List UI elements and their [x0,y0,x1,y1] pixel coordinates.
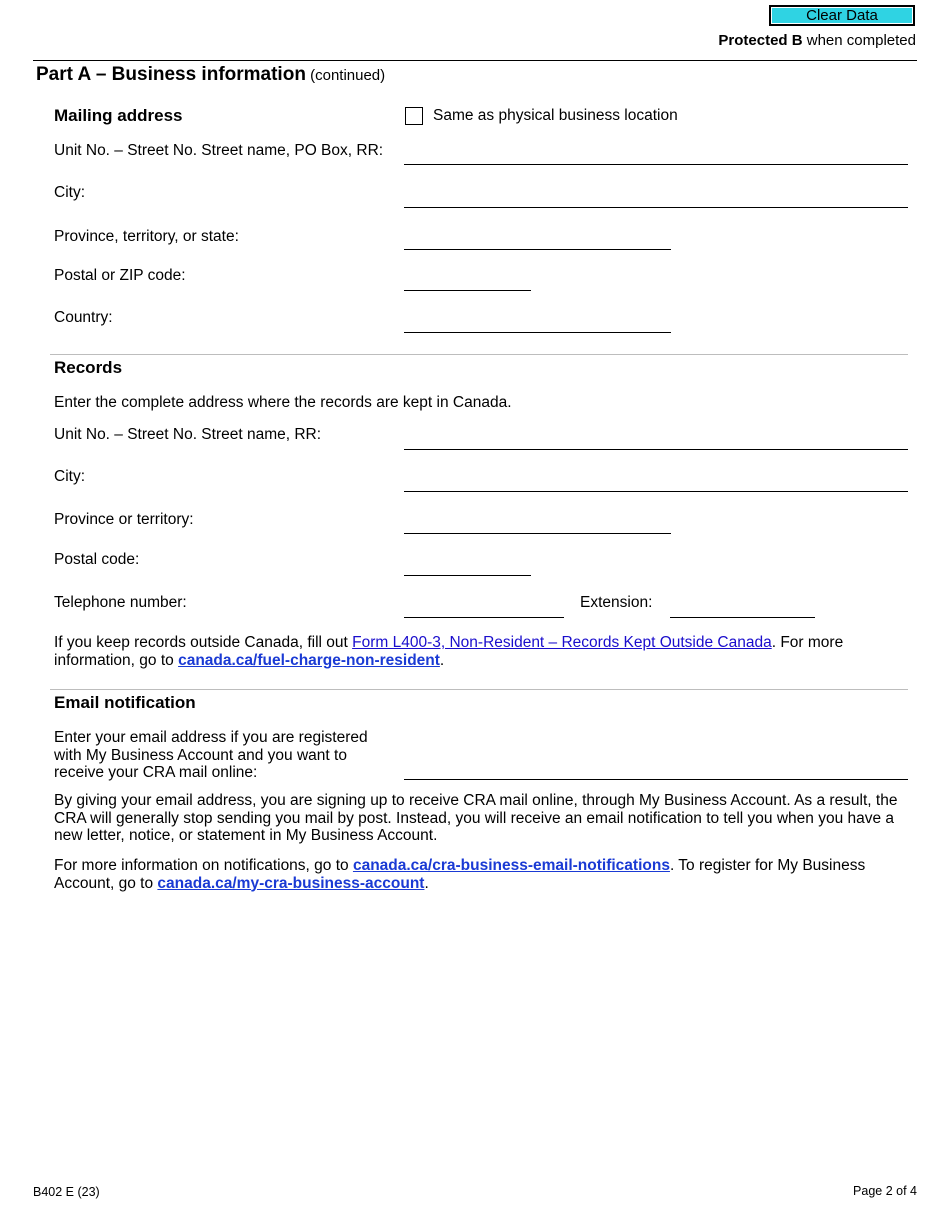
email-notification-heading: Email notification [54,693,196,712]
records-street-input[interactable] [404,449,908,450]
form-code: B402 E (23) [33,1185,100,1199]
part-title: Part A – Business information [36,64,306,85]
email-prompt: Enter your email address if you are registered with My Business Account and you want to receive your CRA mail online: [54,729,368,781]
clear-data-button[interactable]: Clear Data [769,5,915,26]
header-divider [33,60,917,61]
mailing-postal-label: Postal or ZIP code: [54,267,186,284]
records-outside-paragraph [54,634,914,669]
records-street-label: Unit No. – Street No. Street name, RR: [54,426,322,443]
mailing-city-label: City: [54,184,85,201]
form-l400-3-link[interactable]: Form L400-3, Non-Resident – Records Kept Outside Canada [352,634,772,651]
protected-b-notice [718,32,916,49]
records-heading: Records [54,358,123,377]
mailing-province-label: Province, territory, or state: [54,228,239,245]
records-province-label: Province or territory: [54,511,194,528]
section-divider [50,354,908,355]
email-info-paragraph: By giving your email address, you are signing up to receive CRA mail online, through My Business Account. As a result, the CRA will generally stop sending you mail by post. Instead, you will receive an email notification to tell you when you have a new letter, notice, or statement in My Business Account. [54,792,898,844]
mailing-street-input[interactable] [404,164,908,165]
same-as-physical-checkbox[interactable] [405,107,423,125]
para2-text-3: . [424,874,429,892]
records-city-label: City: [54,468,85,485]
telephone-input[interactable] [404,617,564,618]
part-heading [36,64,385,86]
protected-b-label: Protected B [718,32,803,49]
extension-label: Extension: [580,594,653,611]
telephone-label: Telephone number: [54,594,187,611]
mailing-address-heading: Mailing address [54,106,183,125]
fuel-charge-non-resident-link[interactable]: canada.ca/fuel-charge-non-resident [178,651,440,669]
records-province-input[interactable] [404,533,671,534]
mailing-postal-input[interactable] [404,290,531,291]
section-divider [50,689,908,690]
records-intro: Enter the complete address where the records are kept in Canada. [54,394,512,411]
my-cra-business-account-link[interactable]: canada.ca/my-cra-business-account [157,874,425,892]
cra-business-email-notifications-link[interactable]: canada.ca/cra-business-email-notifications [352,857,670,874]
outside-text-1: If you keep records outside Canada, fill out [54,634,353,651]
protected-b-suffix: when completed [802,32,916,49]
mailing-street-label: Unit No. – Street No. Street name, PO Box, RR: [54,142,384,159]
outside-text-2: . For more information, go to [54,634,844,669]
mailing-country-label: Country: [54,309,113,326]
same-as-physical-label: Same as physical business location [433,107,678,124]
extension-input[interactable] [670,617,815,618]
mailing-province-input[interactable] [404,249,671,250]
part-continued: (continued) [305,67,386,84]
para2-text-1: For more information on notifications, go to [54,857,353,874]
outside-text-3: . [439,651,445,669]
records-city-input[interactable] [404,491,908,492]
records-postal-input[interactable] [404,575,531,576]
records-postal-label: Postal code: [54,551,140,568]
mailing-city-input[interactable] [404,207,908,208]
email-input[interactable] [404,779,908,780]
page-number: Page 2 of 4 [853,1184,917,1198]
email-more-info-paragraph [54,857,914,892]
mailing-country-input[interactable] [404,332,671,333]
para2-text-2: . To register for My Business Account, go to [54,857,866,892]
